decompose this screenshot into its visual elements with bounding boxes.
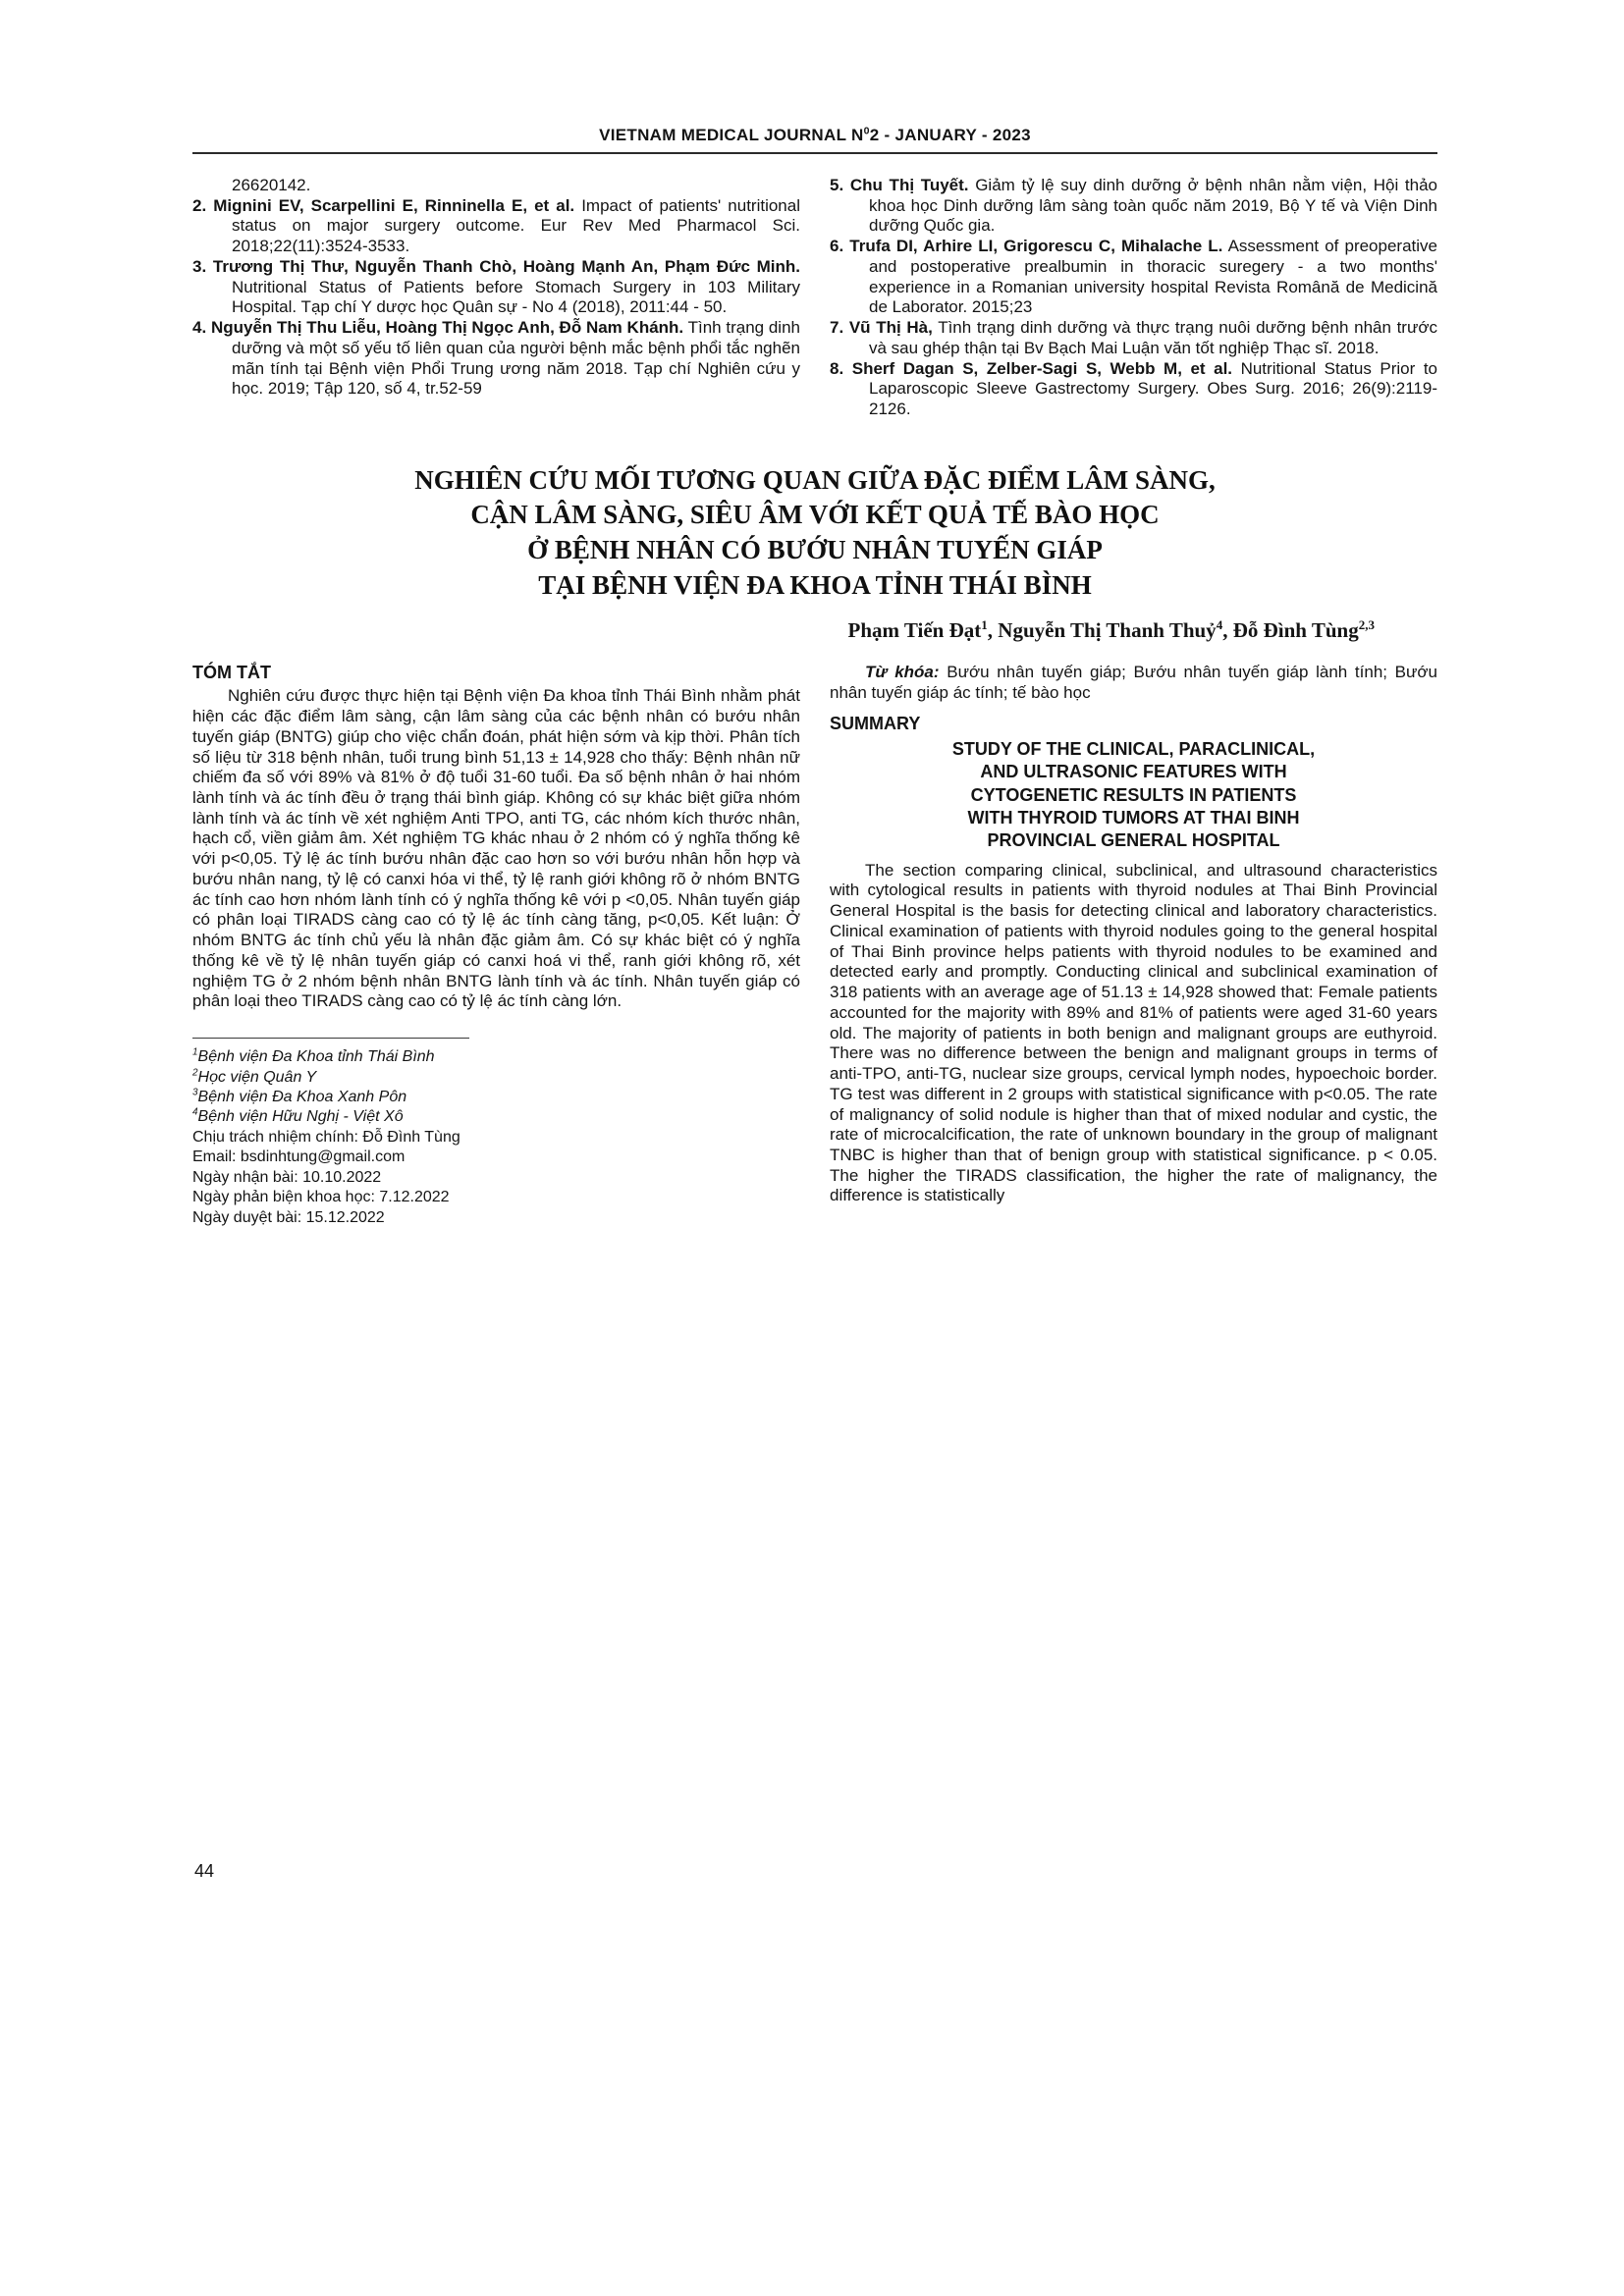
corresponding-author-line: Chịu trách nhiệm chính: Đỗ Đình Tùng [192, 1128, 460, 1146]
article-title-line: NGHIÊN CỨU MỐI TƯƠNG QUAN GIỮA ĐẶC ĐIỂM LÂM SÀNG, [414, 464, 1216, 495]
header-rule [192, 152, 1437, 154]
reference-item: 4. Nguyễn Thị Thu Liễu, Hoàng Thị Ngọc Anh, Đỗ Nam Khánh. Tình trạng dinh dưỡng và một số yếu tố liên quan của người bệnh mắc bệnh phổi tắc nghẽn mãn tính tại Bệnh viện Phổi Trung ương năm 2018. Tạp chí Nghiên cứu y học. 2019; Tập 120, số 4, tr.52-59 [192, 318, 800, 399]
accepted-date-line: Ngày duyệt bài: 15.12.2022 [192, 1208, 385, 1226]
references-right-column [830, 176, 1437, 420]
journal-title: VIETNAM MEDICAL JOURNAL $N^02$ - JANUARY - 2023 [599, 125, 1031, 144]
article-title-line: TẠI BỆNH VIỆN ĐA KHOA TỈNH THÁI BÌNH [538, 569, 1092, 600]
reference-item: 8. Sherf Dagan S, Zelber-Sagi S, Webb M, et al. Nutritional Status Prior to Laparoscopic Sleeve Gastrectomy Surgery. Obes Surg. 2016; 26(9):2119-2126. [830, 358, 1437, 419]
received-date-line: Ngày nhận bài: 10.10.2022 [192, 1168, 382, 1186]
reference-authors: Vũ Thị Hà, [848, 318, 933, 338]
journal-title-superscript: 0 [863, 125, 870, 137]
reference-number: 4. [192, 318, 207, 338]
affiliation-line: $^3$Bệnh viện Đa Khoa Xanh Pôn [192, 1087, 407, 1105]
affiliation-superscript: 1 [192, 1046, 198, 1058]
author-affiliation-superscript: 2,3 [1358, 617, 1375, 633]
references-left-column [192, 176, 800, 420]
reference-number: 3. [192, 256, 207, 276]
affiliation-line: $^2$Học viện Quân Y [192, 1067, 317, 1086]
summary-subtitle-line: STUDY OF THE CLINICAL, PARACLINICAL, [951, 738, 1316, 759]
footnote-block [192, 1038, 800, 1228]
abstract-body: Nghiên cứu được thực hiện tại Bệnh viện Đa khoa tỉnh Thái Bình nhằm phát hiện các đặc điểm lâm sàng, cận lâm sàng của các bệnh nhân có bướu nhân tuyến giáp (BNTG) giúp cho việc chẩn đoán, phát hiện sớm và kịp thời. Phân tích số liệu từ 318 bệnh nhân, tuổi trung bình 51,13 ± 14,928 cho thấy: Bệnh nhân nữ chiếm đa số với 89% và 81% ở độ tuổi 31-60 tuổi. Đa số bệnh nhân ở hai nhóm lành tính và ác tính đều ở trạng thái bình giáp. Không có sự khác biệt giữa nhóm lành tính và ác tính về xét nghiệm Anti TPO, anti TG, các nhóm kích thước nhân, hạch cổ, viền giảm âm. Xét nghiệm TG khác nhau ở 2 nhóm có ý nghĩa thống kê với p<0,05. Tỷ lệ ác tính bướu nhân đặc cao hơn so với bướu nhân hỗn hợp và bướu nhân nang, tỷ lệ có canxi hóa vi thể, tỷ lệ ranh giới không rõ ở nhóm BNTG ác tính cao hơn nhóm lành tính có ý nghĩa thống kê với p <0,05. Nhân tuyến giáp có phân loại TIRADS càng cao có tỷ lệ ác tính càng tăng, p<0,05. Kết luận: Ở nhóm BNTG ác tính chủ yếu là nhân đặc giảm âm. Có sự khác biệt có ý nghĩa thống kê về tỷ lệ nhân tuyến giáp có canxi hoá vi thể, ranh giới không rõ, xét nghiệm TG ở 2 nhóm bệnh nhân BNTG lành tính và ác tính. Nhân tuyến giáp có phân loại theo TIRADS càng cao có tỷ lệ ác tính càng lớn. [192, 686, 800, 1011]
author-affiliation-superscript: 1 [981, 617, 988, 633]
article-body [192, 663, 1437, 1228]
affiliation-superscript: 3 [192, 1087, 198, 1098]
reference-number: 2. [192, 195, 207, 215]
reference-authors: Trufa DI, Arhire LI, Grigorescu C, Mihalache L. [849, 237, 1223, 256]
article-title-line: Ở BỆNH NHÂN CÓ BƯỚU NHÂN TUYẾN GIÁP [527, 535, 1103, 565]
reference-item: 3. Trương Thị Thư, Nguyễn Thanh Chò, Hoàng Mạnh An, Phạm Đức Minh. Nutritional Status of Patients before Stomach Surgery in 103 Military Hospital. Tạp chí Y dược học Quân sự - No 4 (2018), 2011:44 - 50. [192, 256, 800, 317]
reference-authors: Sherf Dagan S, Zelber-Sagi S, Webb M, et al. [851, 358, 1233, 378]
summary-subtitle-line: CYTOGENETIC RESULTS IN PATIENTS [970, 784, 1297, 805]
article-title [192, 463, 1437, 604]
reference-authors: Mignini EV, Scarpellini E, Rinninella E, et al. [213, 195, 575, 215]
affiliation-superscript: 4 [192, 1107, 198, 1119]
page-content [192, 126, 1437, 1228]
author-affiliation-superscript: 4 [1216, 617, 1223, 633]
keywords-paragraph [830, 663, 1437, 703]
summary-subtitle-line: AND ULTRASONIC FEATURES WITH [980, 762, 1287, 782]
reference-number: 6. [830, 237, 844, 256]
right-column [830, 663, 1437, 1228]
reference-authors: Chu Thị Tuyết. [849, 176, 969, 194]
reference-number: 5. [830, 176, 844, 194]
reference-item: 26620142. [232, 176, 311, 194]
reference-item: 2. Mignini EV, Scarpellini E, Rinninella E, et al. Impact of patients' nutritional status on major surgery outcome. Eur Rev Med Pharmacol Sci. 2018;22(11):3524-3533. [192, 195, 800, 256]
author-name: , Đỗ Đình Tùng [1222, 618, 1359, 643]
summary-heading: SUMMARY [830, 713, 921, 733]
reference-item: 6. Trufa DI, Arhire LI, Grigorescu C, Mihalache L. Assessment of preoperative and postoperative prealbumin in thoracic suregery - a two months' experience in a Romanian university hospital Revista Română de Medicină de Laborator. 2015;23 [830, 237, 1437, 317]
summary-subtitle-line: WITH THYROID TUMORS AT THAI BINH [967, 807, 1300, 828]
author-name: , Nguyễn Thị Thanh Thuỷ [987, 618, 1217, 643]
summary-subtitle-line: PROVINCIAL GENERAL HOSPITAL [987, 830, 1280, 851]
abstract-heading: TÓM TẮT [192, 663, 271, 683]
reference-authors: Trương Thị Thư, Nguyễn Thanh Chò, Hoàng Mạnh An, Phạm Đức Minh. [212, 256, 800, 276]
reference-number: 8. [830, 358, 844, 378]
affiliation-line: $^1$Bệnh viện Đa Khoa tỉnh Thái Bình [192, 1046, 435, 1066]
left-column [192, 663, 800, 1228]
reference-item: 7. Vũ Thị Hà, Tình trạng dinh dưỡng và thực trạng nuôi dưỡng bệnh nhân trước và sau ghép thận tại Bv Bạch Mai Luận văn tốt nghiệp Thạc sĩ. 2018. [830, 318, 1437, 357]
page-number: 44 [194, 1861, 215, 1881]
affiliation-superscript: 2 [192, 1067, 198, 1079]
reviewed-date-line: Ngày phản biện khoa học: 7.12.2022 [192, 1189, 450, 1206]
reference-item: 5. Chu Thị Tuyết. Giảm tỷ lệ suy dinh dưỡng ở bệnh nhân nằm viện, Hội thảo khoa học Dinh dưỡng lâm sàng toàn quốc năm 2019, Bộ Y tế và Viện Dinh dưỡng Quốc gia. [830, 176, 1437, 236]
email-line: Email: bsdinhtung@gmail.com [192, 1148, 406, 1166]
footnote-rule [192, 1038, 469, 1039]
article-title-line: CẬN LÂM SÀNG, SIÊU ÂM VỚI KẾT QUẢ TẾ BÀO HỌC [470, 500, 1160, 530]
reference-number: 7. [830, 318, 844, 338]
summary-body: The section comparing clinical, subclinical, and ultrasound characteristics with cytological results in patients with thyroid nodules at Thai Binh Provincial General Hospital is the basis for detecting clinical and laboratory characteristics. Clinical examination of patients with thyroid nodules going to the general hospital of Thai Binh province helps patients with thyroid nodules to be examined and detected early and promptly. Conducting clinical and subclinical examination of 318 patients with an average age of 51.13 ± 14,928 showed that: Female patients accounted for the majority with 89% and 81% of patients were aged 31-60 years old. The majority of patients in both benign and malignant groups are euthyroid. There was no difference between the benign and malignant groups in terms of anti-TPO, anti-TG, nuclear size groups, cervical lymph nodes, hypoechoic border. TG test was different in 2 groups with statistical significance with p<0.05. The rate of malignancy of solid nodule is higher than that of mixed nodular and cystic, the rate of microcalcification, the rate of unknown boundary in the group of malignant TNBC is higher than that of benign group with statistical significance. p < 0.05. The higher the TIRADS classification, the higher the rate of malignancy, the difference is statistically [830, 860, 1437, 1205]
keywords-label: Từ khóa: [865, 663, 940, 682]
keywords-text: Bướu nhân tuyến giáp; Bướu nhân tuyến giáp lành tính; Bướu nhân tuyến giáp ác tính; tế bào học [830, 663, 1437, 703]
journal-header [192, 126, 1437, 145]
references-section [192, 176, 1437, 420]
affiliation-line: $^4$Bệnh viện Hữu Nghị - Việt Xô [192, 1107, 404, 1126]
author-name: Phạm Tiến Đạt [847, 618, 982, 643]
reference-authors: Nguyễn Thị Thu Liễu, Hoàng Thị Ngọc Anh, Đỗ Nam Khánh. [210, 318, 684, 338]
summary-subtitle [836, 738, 1432, 853]
author-line [192, 618, 1437, 643]
